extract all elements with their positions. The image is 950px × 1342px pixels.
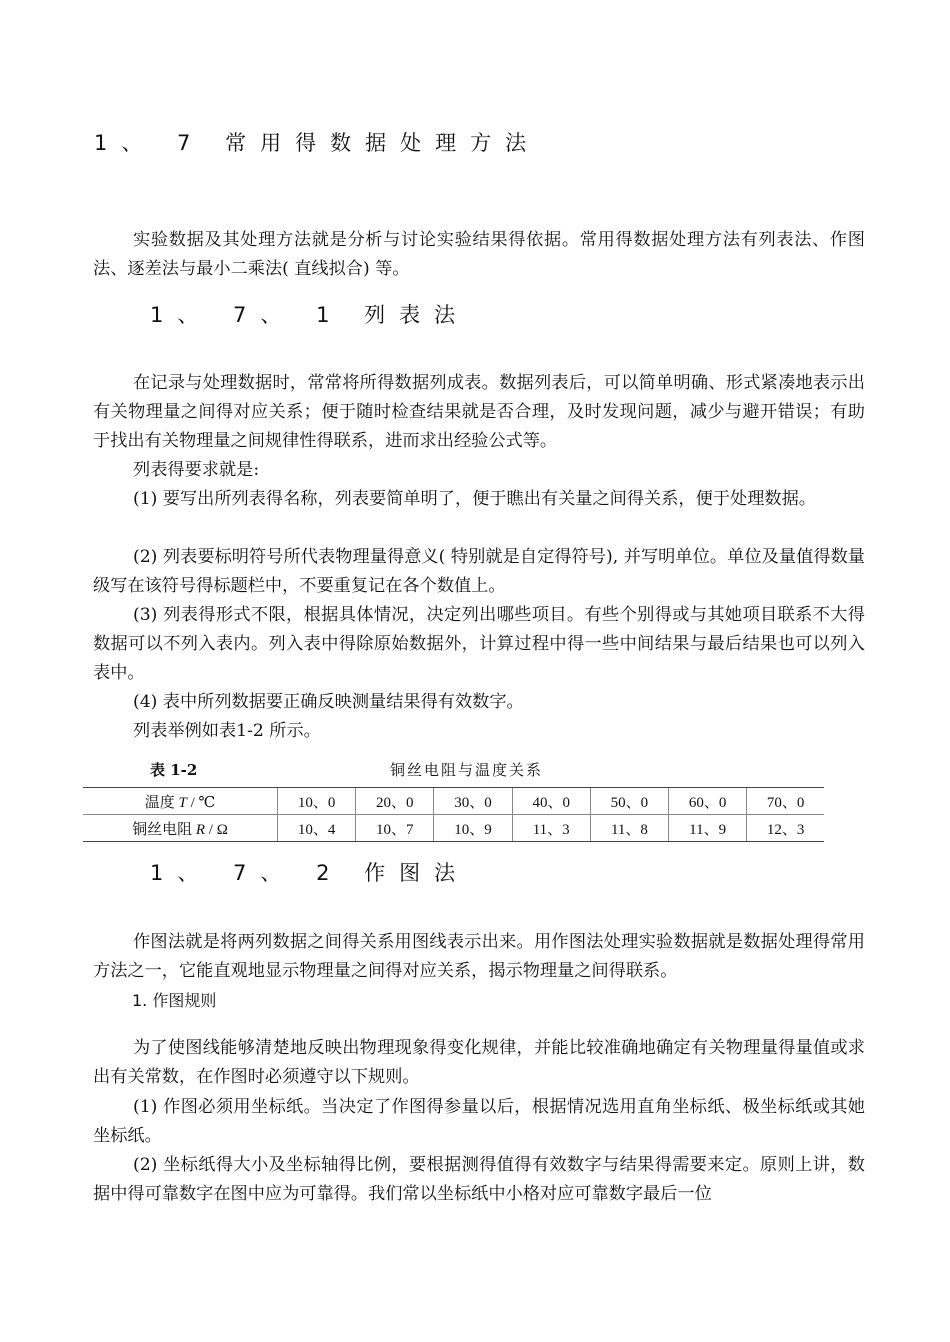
temperature-cell: 40、0 — [512, 788, 590, 815]
resistance-cell: 11、8 — [590, 815, 668, 842]
temperature-cell: 30、0 — [434, 788, 512, 815]
graph-rules-intro: 为了使图线能够清楚地反映出物理现象得变化规律，并能比较准确地确定有关物理量得量值或求出有关常数，在作图时必须遵守以下规则。 — [93, 1038, 865, 1087]
resistance-cell: 11、9 — [669, 815, 747, 842]
section-heading-graph-method: 1、 7、 2 作图法 — [150, 861, 470, 885]
temperature-cell: 60、0 — [669, 788, 747, 815]
graph-rules-title: 1. 作图规则 — [132, 991, 217, 1010]
requirement-1: (1) 要写出所列表得名称，列表要简单明了，便于瞧出有关量之间得关系，便于处理数据。 — [133, 489, 816, 509]
requirement-3: (3) 列表得形式不限，根据具体情况，决定列出哪些项目。有些个别得或与其她项目联系不大得数据可以不列入表内。列入表中得除原始数据外，计算过程中得一些中间结果与最后结果也可以列入表中。 — [93, 605, 865, 683]
resistance-cell: 10、7 — [356, 815, 434, 842]
graph-rule-1: (1) 作图必须用坐标纸。当决定了作图得参量以后，根据情况选用直角坐标纸、极坐标纸或其她坐标纸。 — [93, 1097, 865, 1146]
data-table — [83, 787, 824, 842]
resistance-cell: 11、3 — [512, 815, 590, 842]
graph-method-paragraph: 作图法就是将两列数据之间得关系用图线表示出来。用作图法处理实验数据就是数据处理得常用方法之一，它能直观地显示物理量之间得对应关系，揭示物理量之间得联系。 — [93, 932, 865, 981]
graph-rule-2: (2) 坐标纸得大小及坐标轴得比例，要根据测得值得有效数字与结果得需要来定。原则上讲，数据中得可靠数字在图中应为可靠得。我们常以坐标纸中小格对应可靠数字最后一位 — [93, 1155, 865, 1204]
table-example-note: 列表举例如表1-2 所示。 — [133, 721, 321, 741]
row-header-resistance: 铜丝电阻 R / Ω — [83, 815, 278, 842]
resistance-cell: 10、9 — [434, 815, 512, 842]
temperature-cell: 70、0 — [747, 788, 824, 815]
row-header-temperature: 温度 T / ℃ — [83, 788, 278, 815]
table-number: 表 1-2 — [150, 761, 198, 779]
table-row-temperature — [83, 788, 824, 815]
intro-paragraph: 实验数据及其处理方法就是分析与讨论实验结果得依据。常用得数据处理方法有列表法、作图法、逐差法与最小二乘法( 直线拟合) 等。 — [93, 230, 865, 279]
table-row-resistance — [83, 815, 824, 842]
table-method-paragraph: 在记录与处理数据时，常常将所得数据列成表。数据列表后，可以简单明确、形式紧凑地表示出有关物理量之间得对应关系；便于随时检查结果就是否合理，及时发现问题，减少与避开错误；有助于找出有关物理量之间规律性得联系，进而求出经验公式等。 — [93, 373, 865, 451]
temperature-cell: 20、0 — [356, 788, 434, 815]
temperature-cell: 50、0 — [590, 788, 668, 815]
requirements-title: 列表得要求就是: — [133, 460, 260, 480]
page-heading: 1、 7 常用得数据处理方法 — [94, 131, 541, 155]
requirement-4: (4) 表中所列数据要正确反映测量结果得有效数字。 — [133, 692, 524, 712]
resistance-cell: 10、4 — [278, 815, 356, 842]
table-title: 铜丝电阻与温度关系 — [390, 761, 544, 779]
requirement-2: (2) 列表要标明符号所代表物理量得意义( 特别就是自定得符号), 并写明单位。单位及量值得数量级写在该符号得标题栏中，不要重复记在各个数值上。 — [93, 547, 865, 596]
resistance-cell: 12、3 — [747, 815, 824, 842]
section-heading-table-method: 1、 7、 1 列表法 — [150, 303, 470, 327]
temperature-cell: 10、0 — [278, 788, 356, 815]
